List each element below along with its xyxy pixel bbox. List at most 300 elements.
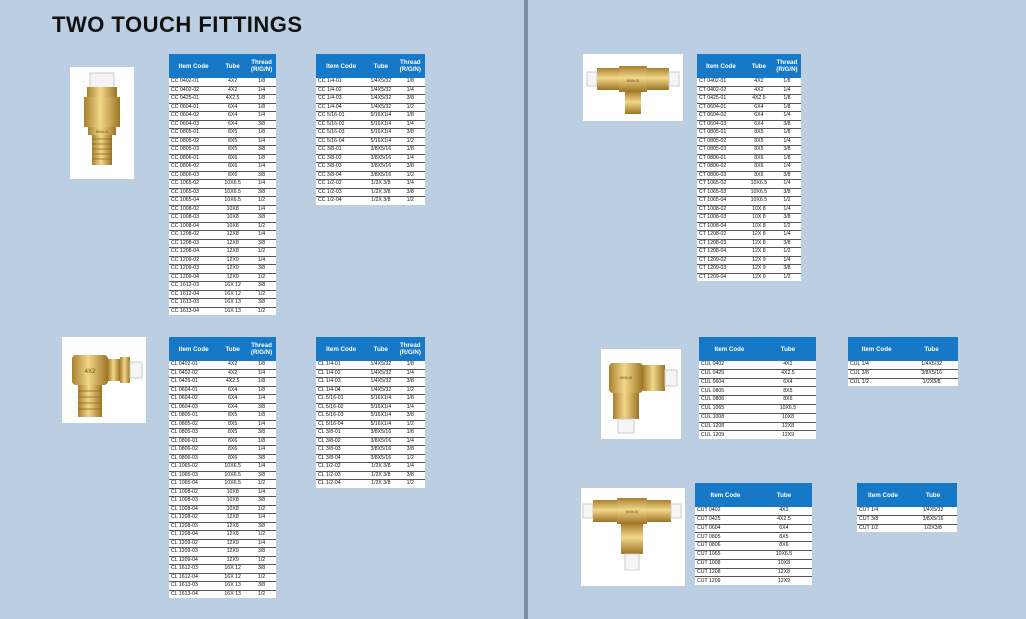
thread-cell: 1/4: [396, 403, 425, 412]
tube-cell: 12X 8: [745, 231, 773, 240]
tube-cell: 8X5: [756, 533, 812, 542]
item-code-cell: CL 0805-03: [169, 429, 218, 438]
thread-cell: 1/8: [247, 103, 276, 112]
tube-cell: 10X6.5: [745, 188, 773, 197]
table-row: [169, 488, 276, 497]
item-code-cell: CUT 0402: [695, 507, 756, 515]
thread-cell: 3/8: [247, 120, 276, 129]
table-row: [169, 369, 276, 378]
tube-cell: 12X9: [218, 556, 247, 565]
cc-inch-table: [316, 54, 425, 205]
tube-cell: 1/4X5/32: [366, 361, 395, 369]
tube-cell: 1/4X5/32: [905, 361, 958, 369]
table-row: [699, 361, 816, 369]
tube-cell: 10X8: [218, 497, 247, 506]
thread-cell: 1/4: [247, 205, 276, 214]
thread-cell: 1/4: [247, 395, 276, 404]
table-row: [316, 188, 425, 197]
table-row: [699, 396, 816, 405]
thread-cell: 1/4: [247, 231, 276, 240]
thread-cell: 3/8: [773, 265, 801, 274]
straight-connector-photo: [70, 67, 134, 179]
cl-inch-table: [316, 337, 425, 488]
tube-cell: 3/8X5/16: [366, 171, 395, 180]
item-code-cell: CC 0805-02: [169, 137, 218, 146]
table-row: [695, 533, 812, 542]
table-row: [316, 454, 425, 463]
thread-cell: 1/2: [247, 197, 276, 206]
tube-cell: 1/2X 3/8: [371, 480, 391, 486]
tube-cell: 12X9: [777, 577, 790, 584]
ct-table: [697, 54, 801, 281]
table-row: [697, 95, 801, 104]
tube-cell: 10X6.5: [218, 463, 247, 472]
cl-metric-table: [169, 337, 276, 598]
table-row: [169, 556, 276, 565]
thread-cell: 1/2: [773, 248, 801, 257]
table-row: [316, 361, 425, 369]
union-tee-photo: [581, 488, 685, 586]
table-row: [169, 471, 276, 480]
item-code-cell: CL 1209-02: [169, 539, 218, 548]
thread-cell: 1/4: [396, 120, 425, 129]
table-row: [169, 463, 276, 472]
item-code-cell: CC 1/4-04: [316, 103, 366, 112]
thread-cell: 1/4: [396, 86, 425, 95]
table-row: [697, 273, 801, 281]
table-row: [697, 248, 801, 257]
table-row: [697, 231, 801, 240]
thread-cell: 1/2: [773, 222, 801, 231]
column-header: Tube: [218, 54, 247, 78]
item-code-cell: CT 1208-02: [697, 231, 745, 240]
item-code-cell: CC 5/16-04: [316, 137, 366, 146]
item-code-cell: CC 1/2-03: [316, 188, 366, 197]
thread-cell: 3/8: [247, 471, 276, 480]
item-code-cell: CL 1613-04: [171, 590, 198, 597]
item-code-cell: CL 0604-02: [169, 395, 218, 404]
tube-cell: 16X 12: [218, 282, 247, 291]
tube-cell: 8X6: [760, 396, 816, 405]
thread-cell: 1/2: [247, 556, 276, 565]
column-header: Tube: [745, 54, 773, 78]
column-header: Item Code: [695, 483, 756, 507]
item-code-cell: CC 5/16-02: [316, 120, 366, 129]
item-code-cell: CC 1/4-01: [316, 78, 366, 86]
tube-cell: 3/8X5/16: [366, 154, 395, 163]
table-row: [697, 86, 801, 95]
item-code-cell: CL 1612-03: [169, 565, 218, 574]
item-code-cell: CC 1612-04: [169, 290, 218, 299]
table-row: [316, 137, 425, 146]
tube-cell: 10X8: [218, 205, 247, 214]
table-row: [695, 550, 812, 559]
table-row: [169, 522, 276, 531]
item-code-cell: CT 0402-02: [697, 86, 745, 95]
item-code-cell: CC 0425-01: [169, 95, 218, 104]
elbow-photo-label: 4X2: [84, 369, 96, 375]
thread-cell: 1/8: [247, 437, 276, 446]
table-row: [316, 197, 425, 205]
tube-cell: 12X8: [760, 422, 816, 431]
item-code-cell: CL 1208-04: [169, 531, 218, 540]
item-code-cell: CL 1/4-02: [316, 369, 366, 378]
table-row: [695, 515, 812, 524]
item-code-cell: CT 1008-02: [697, 205, 745, 214]
item-code-cell: CL 0805-02: [169, 420, 218, 429]
tube-cell: 12X 8: [745, 239, 773, 248]
column-header: Thread (R/G/N): [396, 337, 425, 361]
item-code-cell: CC 0604-02: [169, 112, 218, 121]
table-row: [316, 180, 425, 189]
thread-cell: 1/4: [247, 463, 276, 472]
item-code-cell: CC 0806-02: [169, 163, 218, 172]
table-row: [169, 120, 276, 129]
column-header: Tube: [909, 483, 957, 507]
item-code-cell: CC 3/8-04: [316, 171, 366, 180]
table-row: [169, 256, 276, 265]
table-row: [169, 180, 276, 189]
table-row: [316, 378, 425, 387]
tube-cell: 1/4X5/32: [366, 103, 395, 112]
tube-cell: 5/16X1/4: [366, 129, 395, 138]
thread-cell: 1/8: [247, 129, 276, 138]
item-code-cell: CC 1208-04: [169, 248, 218, 257]
table-row: [169, 86, 276, 95]
table-row: [316, 437, 425, 446]
tube-cell: 12X 9: [745, 265, 773, 274]
thread-cell: 1/4: [247, 86, 276, 95]
tube-cell: 1/2X3/8: [922, 378, 941, 385]
item-code-cell: CL 1/2-04: [318, 480, 341, 486]
thread-cell: 1/2: [247, 480, 276, 489]
tube-cell: 8X6: [218, 437, 247, 446]
table-row: [857, 507, 957, 515]
tube-cell: 4X2: [745, 86, 773, 95]
item-code-cell: CUL 1209: [701, 431, 725, 438]
tube-cell: 5/16X1/4: [366, 420, 395, 429]
tube-cell: 10X6.5: [745, 180, 773, 189]
thread-cell: 1/2: [396, 137, 425, 146]
tube-cell: 1/2X 3/8: [366, 188, 395, 197]
table-row: [857, 515, 957, 524]
tube-cell: 5/16X1/4: [366, 403, 395, 412]
tube-cell: 12X8: [218, 239, 247, 248]
tube-cell: 12X8: [218, 248, 247, 257]
table-row: [695, 524, 812, 533]
table-row: [699, 413, 816, 422]
thread-cell: 3/8: [773, 146, 801, 155]
tube-cell: 8X6: [745, 154, 773, 163]
thread-cell: 1/4: [247, 256, 276, 265]
table-row: [169, 497, 276, 506]
item-code-cell: CUL 1065: [699, 404, 760, 413]
item-code-cell: CL 3/8-04: [316, 454, 366, 463]
thread-cell: 1/8: [773, 78, 801, 86]
item-code-cell: CC 0604-03: [169, 120, 218, 129]
column-header: Item Code: [169, 54, 218, 78]
item-code-cell: CC 1209-02: [169, 256, 218, 265]
item-code-cell: CUL 1/4: [848, 361, 905, 369]
column-header: Item Code: [169, 337, 218, 361]
table-row: [169, 420, 276, 429]
table-row: [316, 129, 425, 138]
table-row: [697, 129, 801, 138]
table-row: [169, 480, 276, 489]
tube-cell: 4X2: [760, 361, 816, 369]
thread-cell: 1/8: [396, 361, 425, 369]
item-code-cell: CL 5/16-03: [316, 412, 366, 421]
thread-cell: 1/2: [257, 590, 266, 597]
column-header: Tube: [905, 337, 958, 361]
cul-inch-table: [848, 337, 958, 386]
table-row: [169, 231, 276, 240]
table-header-row: [857, 483, 957, 507]
thread-cell: 1/4: [247, 539, 276, 548]
thread-cell: 1/4: [773, 86, 801, 95]
item-code-cell: CUT 0806: [695, 542, 756, 551]
item-code-cell: CC 1209-04: [169, 273, 218, 282]
tube-cell: 6X4: [218, 395, 247, 404]
table-row: [699, 378, 816, 387]
item-code-cell: CL 1/2-03: [316, 471, 366, 480]
tube-cell: 12X8: [756, 568, 812, 577]
item-code-cell: CUT 0425: [695, 515, 756, 524]
item-code-cell: CL 3/8-02: [316, 437, 366, 446]
table-row: [169, 78, 276, 86]
tube-cell: 5/16X1/4: [366, 137, 395, 146]
thread-cell: 3/8: [396, 378, 425, 387]
tube-cell: 16X 13: [218, 582, 247, 591]
table-header-row: [169, 54, 276, 78]
thread-cell: 1/4: [773, 112, 801, 121]
table-row: [316, 154, 425, 163]
table-row: [316, 103, 425, 112]
table-row: [316, 463, 425, 472]
thread-cell: 1/8: [773, 154, 801, 163]
table-row: [169, 197, 276, 206]
thread-cell: 3/8: [247, 282, 276, 291]
thread-cell: 3/8: [247, 565, 276, 574]
item-code-cell: CT 0805-03: [697, 146, 745, 155]
table-row: [697, 137, 801, 146]
table-row: [169, 454, 276, 463]
cut-inch-table: [857, 483, 957, 532]
column-header: Thread (R/G/N): [247, 54, 276, 78]
tube-cell: 12X9: [218, 256, 247, 265]
thread-cell: 3/8: [247, 403, 276, 412]
column-header: Item Code: [848, 337, 905, 361]
table-row: [316, 446, 425, 455]
item-code-cell: CC 1612-03: [169, 282, 218, 291]
item-code-cell: CC 1/2-04: [318, 197, 342, 203]
item-code-cell: CC 1065-04: [169, 197, 218, 206]
table-row: [169, 378, 276, 387]
item-code-cell: CC 1008-04: [169, 222, 218, 231]
tube-cell: 12X8: [218, 231, 247, 240]
thread-cell: 1/4: [773, 163, 801, 172]
tube-cell: 1/4X5/32: [909, 507, 957, 515]
table-row: [169, 188, 276, 197]
table-row: [169, 412, 276, 421]
table-row: [695, 559, 812, 568]
thread-cell: 1/8: [247, 95, 276, 104]
tube-cell: 1/2X3/8: [924, 524, 942, 531]
tube-cell: 3/8X5/16: [366, 146, 395, 155]
table-row: [169, 129, 276, 138]
tube-cell: 4X2: [218, 361, 247, 369]
tube-cell: 8X6: [218, 163, 247, 172]
tube-cell: 4X2.5: [756, 515, 812, 524]
thread-cell: 1/4: [247, 163, 276, 172]
thread-cell: 1/4: [396, 154, 425, 163]
thread-cell: 1/8: [247, 412, 276, 421]
item-code-cell: CT 1209-04: [699, 273, 727, 280]
column-header: Item Code: [316, 54, 366, 78]
tube-cell: 1/2X 3/8: [366, 180, 395, 189]
thread-cell: 3/8: [247, 214, 276, 223]
thread-cell: 3/8: [773, 214, 801, 223]
thread-cell: 1/4: [773, 180, 801, 189]
tube-cell: 3/8X5/16: [366, 454, 395, 463]
table-row: [699, 431, 816, 439]
thread-cell: 1/2: [396, 171, 425, 180]
tube-cell: 12X8: [218, 531, 247, 540]
thread-cell: 1/4: [247, 488, 276, 497]
tube-cell: 10X6.5: [218, 471, 247, 480]
item-code-cell: CUL 0806: [699, 396, 760, 405]
thread-cell: 1/8: [773, 129, 801, 138]
table-header-row: [316, 337, 425, 361]
tube-cell: 1/2X 3/8: [371, 197, 391, 203]
tube-cell: 1/4X5/32: [366, 378, 395, 387]
item-code-cell: CC 0604-01: [169, 103, 218, 112]
table-row: [695, 577, 812, 585]
column-header: Tube: [756, 483, 812, 507]
thread-cell: 1/8: [247, 78, 276, 86]
item-code-cell: CT 1008-04: [697, 222, 745, 231]
item-code-cell: CC 3/8-02: [316, 154, 366, 163]
table-row: [316, 163, 425, 172]
item-code-cell: CL 3/8-03: [316, 446, 366, 455]
tube-cell: 8X5: [218, 146, 247, 155]
tube-cell: 10X6.5: [218, 180, 247, 189]
tube-cell: 10X6.5: [760, 404, 816, 413]
thread-cell: 1/8: [247, 361, 276, 369]
thread-cell: 3/8: [247, 522, 276, 531]
table-row: [316, 412, 425, 421]
item-code-cell: CL 0604-03: [169, 403, 218, 412]
thread-cell: 1/4: [247, 137, 276, 146]
thread-cell: 1/4: [396, 463, 425, 472]
table-row: [169, 299, 276, 308]
thread-cell: 3/8: [396, 412, 425, 421]
item-code-cell: CT 1209-03: [697, 265, 745, 274]
thread-cell: 3/8: [247, 265, 276, 274]
thread-cell: 1/8: [247, 154, 276, 163]
item-code-cell: CC 1613-03: [169, 299, 218, 308]
cc-metric-table: [169, 54, 276, 315]
tube-cell: 6X4: [745, 112, 773, 121]
thread-cell: 1/4: [396, 180, 425, 189]
item-code-cell: CL 0425-01: [169, 378, 218, 387]
item-code-cell: CUL 3/8: [848, 369, 905, 378]
thread-cell: 3/8: [773, 120, 801, 129]
tube-cell: 12X9: [218, 548, 247, 557]
tube-cell: 6X4: [218, 120, 247, 129]
item-code-cell: CC 0402-01: [169, 78, 218, 86]
table-row: [697, 239, 801, 248]
table-row: [697, 154, 801, 163]
table-row: [697, 214, 801, 223]
item-code-cell: CUT 0604: [695, 524, 756, 533]
item-code-cell: CL 0402-01: [169, 361, 218, 369]
tube-cell: 12X8: [218, 522, 247, 531]
table-row: [169, 514, 276, 523]
item-code-cell: CC 1208-02: [169, 231, 218, 240]
table-row: [316, 386, 425, 395]
thread-cell: 1/4: [773, 231, 801, 240]
table-row: [169, 273, 276, 282]
tube-cell: 10X6.5: [218, 197, 247, 206]
tube-cell: 6X4: [218, 112, 247, 121]
column-header: Tube: [366, 54, 395, 78]
item-code-cell: CT 0806-02: [697, 163, 745, 172]
thread-cell: 3/8: [773, 239, 801, 248]
table-row: [697, 205, 801, 214]
tube-cell: 10X8: [218, 222, 247, 231]
thread-cell: 1/2: [396, 420, 425, 429]
item-code-cell: CT 1008-03: [697, 214, 745, 223]
table-row: [316, 78, 425, 86]
thread-cell: 1/8: [396, 78, 425, 86]
item-code-cell: CUL 0402: [699, 361, 760, 369]
column-header: Thread (R/G/N): [247, 337, 276, 361]
item-code-cell: CT 0805-02: [697, 137, 745, 146]
item-code-cell: CC 1209-03: [169, 265, 218, 274]
thread-cell: 1/8: [396, 146, 425, 155]
tube-cell: 4X2.5: [745, 95, 773, 104]
table-row: [169, 565, 276, 574]
thread-cell: 1/2: [396, 386, 425, 395]
item-code-cell: CL 0806-02: [169, 446, 218, 455]
item-code-cell: CL 5/16-02: [316, 403, 366, 412]
item-code-cell: CL 1/4-03: [316, 378, 366, 387]
tube-cell: 12X9: [218, 265, 247, 274]
thread-cell: 1/2: [247, 290, 276, 299]
thread-cell: 1/2: [406, 480, 414, 486]
tube-cell: 6X4: [218, 403, 247, 412]
tube-cell: 10X 8: [745, 222, 773, 231]
table-row: [316, 146, 425, 155]
item-code-cell: CUT 1208: [695, 568, 756, 577]
thread-cell: 1/2: [406, 197, 414, 203]
tube-cell: 4X2: [218, 369, 247, 378]
table-header-row: [699, 337, 816, 361]
table-row: [848, 369, 958, 378]
thread-cell: 1/4: [396, 369, 425, 378]
table-row: [169, 505, 276, 514]
tube-cell: 1/2X 3/8: [366, 463, 395, 472]
thread-cell: 1/8: [396, 429, 425, 438]
tube-cell: 12X9: [218, 539, 247, 548]
thread-cell: 3/8: [773, 171, 801, 180]
tube-cell: 8X6: [218, 171, 247, 180]
thread-cell: 3/8: [396, 95, 425, 104]
male-elbow-photo: [62, 337, 146, 423]
union-elbow-photo-label: 8Wh-B: [619, 375, 633, 380]
tube-cell: 5/16X1/4: [366, 395, 395, 404]
